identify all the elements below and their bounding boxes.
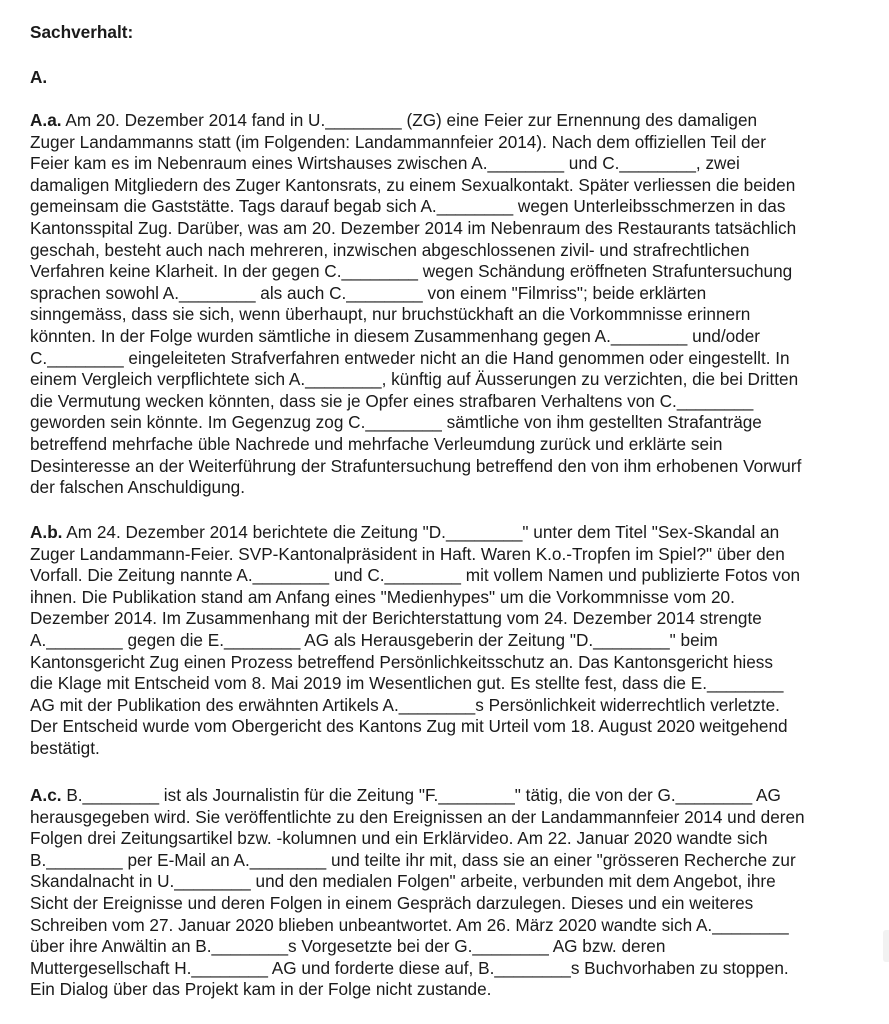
paragraph-line [30, 240, 875, 262]
paragraph-line [30, 544, 875, 566]
paragraph-line [30, 522, 875, 544]
line-text: Schreiben vom 27. Januar 2020 blieben unbeantwortet. Am 26. März 2020 wandte sich A.________ [30, 914, 789, 935]
paragraph-line [30, 893, 875, 915]
paragraph-line [30, 673, 875, 695]
paragraph-line [30, 218, 875, 240]
paragraph-line [30, 369, 875, 391]
paragraph-line [30, 915, 875, 937]
line-text: könnten. In der Folge wurden sämtliche in diesem Zusammenhang gegen A.________ und/oder [30, 325, 760, 346]
paragraph-line [30, 958, 875, 980]
line-text: geworden sein könnte. Im Gegenzug zog C.________ sämtliche von ihm gestellten Strafanträge [30, 412, 762, 433]
line-text: damaligen Mitgliedern des Zuger Kantonsrats, zu einem Sexualkontakt. Später verliessen die beiden [30, 174, 796, 195]
paragraph-line [30, 110, 875, 132]
paragraph-line [30, 304, 875, 326]
paragraph-line [30, 695, 875, 717]
paragraph-line [30, 652, 875, 674]
paragraph-line [30, 785, 875, 807]
document-title: Sachverhalt: [30, 22, 134, 42]
line-text: Am 20. Dezember 2014 fand in U.________ (ZG) eine Feier zur Ernennung des damaligen [65, 110, 758, 130]
line-text: betreffend mehrfache üble Nachrede und mehrfache Verleumdung zurück und erklärte sein [30, 433, 723, 454]
paragraph-line [30, 348, 875, 370]
line-text: sprachen sowohl A.________ als auch C.________ von einem "Filmriss"; beide erklärten [30, 282, 707, 303]
line-text: Der Entscheid wurde vom Obergericht des Kantons Zug mit Urteil vom 18. August 2020 weitgehend [30, 716, 788, 737]
paragraph-line [30, 608, 875, 630]
paragraph-line [30, 936, 875, 958]
paragraph-line [30, 132, 875, 154]
paragraph-line [30, 326, 875, 348]
line-text: Sicht der Ereignisse und deren Folgen in einem Gespräch darzulegen. Dieses und ein weiteres [30, 892, 754, 913]
line-text: B.________ per E-Mail an A.________ und teilte ihr mit, dass sie an einer "grösseren Recherche zur [30, 849, 796, 870]
paragraph-line [30, 391, 875, 413]
paragraph-line [30, 738, 875, 760]
paragraph-line [30, 716, 875, 738]
paragraph-label: A.a. [30, 110, 62, 130]
paragraph-line [30, 850, 875, 872]
line-text: ihnen. Die Publikation stand am Anfang eines "Medienhypes" um die Vorkommnisse vom 20. [30, 586, 735, 607]
line-text: einem Vergleich verpflichtete sich A.________, künftig auf Äusserungen zu verzichten, die bei Dritten [30, 369, 799, 390]
paragraph-line [30, 456, 875, 478]
line-text: der falschen Anschuldigung. [30, 477, 245, 498]
paragraph-line [30, 871, 875, 893]
section-heading: A. [30, 67, 48, 87]
paragraph-line [30, 283, 875, 305]
paragraph-line [30, 261, 875, 283]
line-text: die Klage mit Entscheid vom 8. Mai 2019 im Wesentlichen gut. Es stellte fest, dass die E.________ [30, 673, 784, 694]
line-text: Skandalnacht in U.________ und den medialen Folgen" arbeite, verbunden mit dem Angebot, ihre [30, 871, 776, 892]
line-text: A.________ gegen die E.________ AG als Herausgeberin der Zeitung "D.________" beim [30, 629, 718, 650]
paragraph-line [30, 828, 875, 850]
line-text: Dezember 2014. Im Zusammenhang mit der Berichterstattung vom 24. Dezember 2014 strengte [30, 608, 762, 629]
line-text: B.________ ist als Journalistin für die Zeitung "F.________" tätig, die von der G.________ AG [66, 785, 781, 805]
line-text: AG mit der Publikation des erwähnten Artikels A.________s Persönlichkeit widerrechtlich verletzte. [30, 694, 780, 715]
line-text: gemeinsam die Gaststätte. Tags darauf begab sich A.________ wegen Unterleibsschmerzen in das [30, 196, 786, 217]
line-text: Zuger Landammann-Feier. SVP-Kantonalpräsident in Haft. Waren K.o.-Tropfen im Spiel?" über den [30, 543, 785, 564]
line-text: Ein Dialog über das Projekt kam in der Folge nicht zustande. [30, 979, 492, 1000]
paragraph-line [30, 630, 875, 652]
paragraph-line [30, 434, 875, 456]
scroll-edge-marker [883, 930, 889, 962]
line-text: Am 24. Dezember 2014 berichtete die Zeitung "D.________" unter dem Titel "Sex-Skandal an [66, 522, 780, 542]
paragraph-line [30, 412, 875, 434]
line-text: bestätigt. [30, 737, 100, 758]
line-text: Folgen drei Zeitungsartikel bzw. -kolumnen und ein Erklärvideo. Am 22. Januar 2020 wandte sich [30, 828, 768, 849]
line-text: herausgegeben wird. Sie veröffentlichte zu den Ereignissen an der Landammannfeier 2014 und deren [30, 806, 805, 827]
paragraph-label: A.b. [30, 522, 63, 542]
line-text: Kantonsspital Zug. Darüber, was am 20. Dezember 2014 im Nebenraum des Restaurants tatsächlich [30, 217, 797, 238]
paragraph-line [30, 587, 875, 609]
paragraph-line [30, 196, 875, 218]
line-text: Kantonsgericht Zug einen Prozess betreffend Persönlichkeitsschutz an. Das Kantonsgericht hiess [30, 651, 773, 672]
line-text: Verfahren keine Klarheit. In der gegen C.________ wegen Schändung eröffneten Strafuntersuchung [30, 261, 793, 282]
line-text: Zuger Landammanns statt (im Folgenden: Landammannfeier 2014). Nach dem offiziellen Teil der [30, 131, 766, 152]
line-text: über ihre Anwältin an B.________s Vorgesetzte bei der G.________ AG bzw. deren [30, 936, 666, 957]
paragraph-line [30, 477, 875, 499]
line-text: geschah, besteht auch nach mehreren, inzwischen abgeschlossenen zivil- und strafrechtlichen [30, 239, 750, 260]
paragraph-a-a [30, 110, 875, 499]
line-text: Feier kam es im Nebenraum eines Wirtshauses zwischen A.________ und C.________, zwei [30, 153, 740, 174]
line-text: die Vermutung wecken könnten, dass sie je Opfer eines strafbaren Verhaltens von C.________ [30, 390, 754, 411]
line-text: C.________ eingeleiteten Strafverfahren entweder nicht an die Hand genommen oder eingestellt. In [30, 347, 790, 368]
paragraph-a-c [30, 785, 875, 1001]
paragraph-line [30, 153, 875, 175]
paragraph-line [30, 175, 875, 197]
line-text: Vorfall. Die Zeitung nannte A.________ und C.________ mit vollem Namen und publizierte Fotos von [30, 565, 801, 586]
paragraph-line [30, 565, 875, 587]
paragraph-label: A.c. [30, 785, 62, 805]
line-text: sinngemäss, dass sie sich, wenn überhaupt, nur bruchstückhaft an die Vorkommnisse erinnern [30, 304, 751, 325]
line-text: Muttergesellschaft H.________ AG und forderte diese auf, B.________s Buchvorhaben zu stoppen. [30, 957, 789, 978]
line-text: Desinteresse an der Weiterführung der Strafuntersuchung betreffend den von ihm erhobenen Vorwurf [30, 455, 802, 476]
paragraph-line [30, 979, 875, 1001]
paragraph-a-b [30, 522, 875, 760]
paragraph-line [30, 807, 875, 829]
